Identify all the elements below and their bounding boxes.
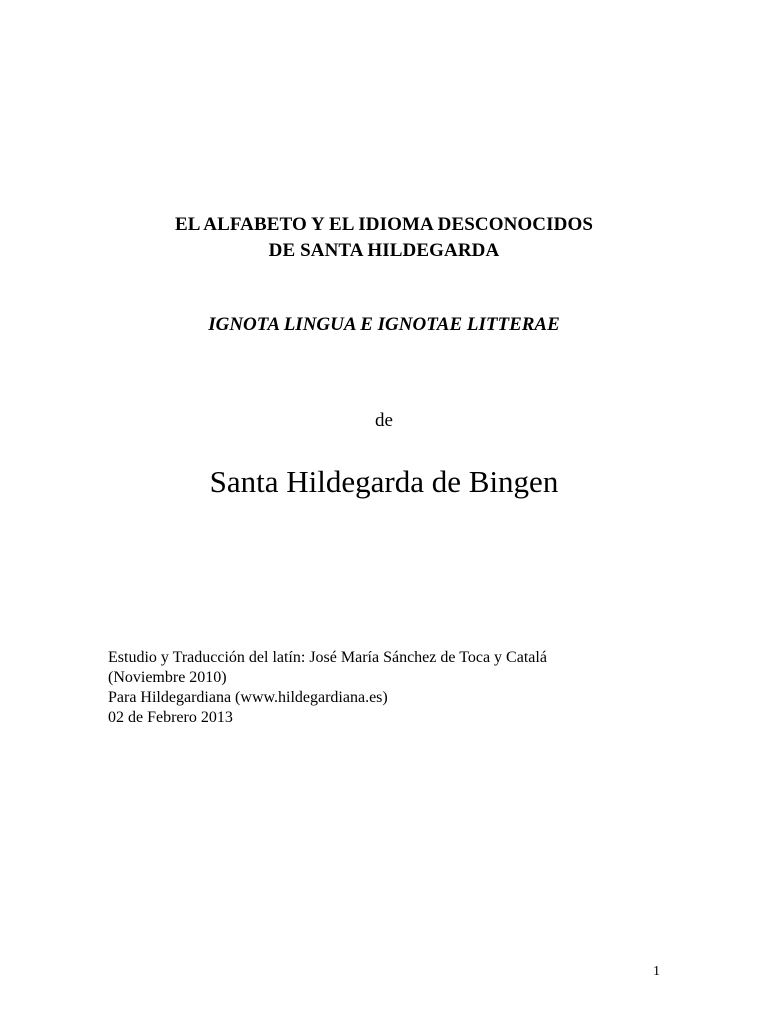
credit-line-date: (Noviembre 2010) [108,669,227,686]
credit-line-publisher: Para Hildegardiana (www.hildegardiana.es) [108,689,388,706]
credit-line-publication-date: 02 de Febrero 2013 [108,709,233,726]
by-word: de [375,410,393,431]
credits-block [108,648,708,728]
author-name: Santa Hildegarda de Bingen [209,464,559,499]
latin-subtitle: IGNOTA LINGUA E IGNOTAE LITTERAE [208,314,560,335]
page-number: 1 [653,964,660,979]
title-line-2: DE SANTA HILDEGARDA [268,240,500,261]
title-line-1: EL ALFABETO Y EL IDIOMA DESCONOCIDOS [174,214,593,235]
credit-line-translator: Estudio y Traducción del latín: José María Sánchez de Toca y Catalá [108,649,547,666]
